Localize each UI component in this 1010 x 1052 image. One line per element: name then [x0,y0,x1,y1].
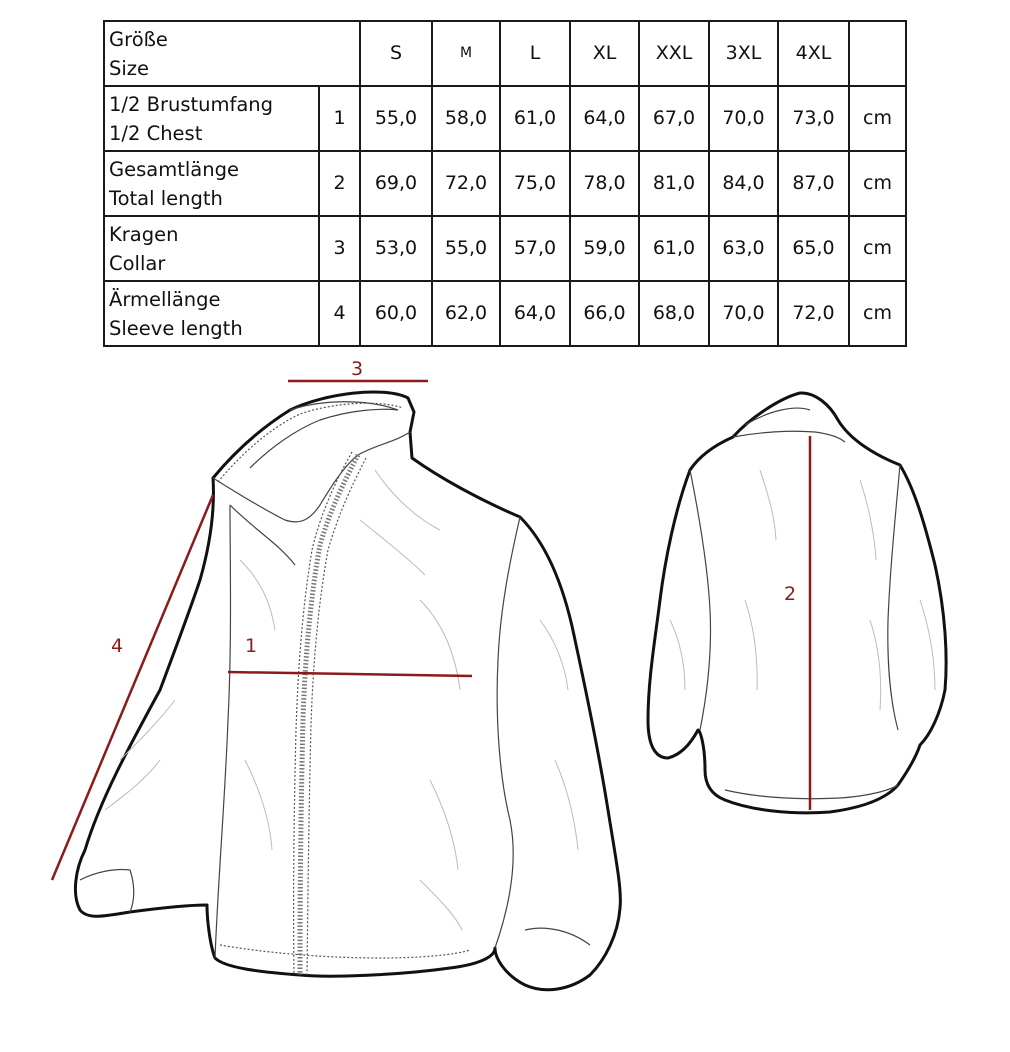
chest-measure-label: 1 [245,635,258,657]
collar-measure-label: 3 [351,358,364,380]
value-cell: 70,0 [709,86,778,151]
value-cell: 58,0 [432,86,500,151]
value-cell: 61,0 [500,86,570,151]
value-cell: 69,0 [360,151,432,216]
size-3xl-header: 3XL [709,21,778,86]
size-l-header: L [500,21,570,86]
value-cell: 66,0 [570,281,639,346]
sleeve-measure-label: 4 [111,635,124,657]
size-label-de: Größe [109,27,168,51]
row-label [104,86,319,151]
value-cell: 64,0 [570,86,639,151]
length-measure-label: 2 [784,583,797,605]
table-row-collar [104,216,906,281]
value-cell: 81,0 [639,151,709,216]
row-label [104,281,319,346]
value-cell: 60,0 [360,281,432,346]
size-header-label [104,21,360,86]
unit-cell: cm [849,86,906,151]
row-label-de: Gesamtlänge [109,157,239,181]
value-cell: 87,0 [778,151,849,216]
row-label-de: Ärmellänge [109,287,221,311]
row-label-en: Collar [109,251,166,275]
value-cell: 65,0 [778,216,849,281]
value-cell: 59,0 [570,216,639,281]
row-index: 3 [319,216,360,281]
size-xxl-header: XXL [639,21,709,86]
jacket-front-illustration [75,392,620,990]
value-cell: 73,0 [778,86,849,151]
value-cell: 57,0 [500,216,570,281]
value-cell: 72,0 [778,281,849,346]
value-cell: 84,0 [709,151,778,216]
size-label-en: Size [109,56,150,80]
value-cell: 68,0 [639,281,709,346]
table-row-sleeve-length [104,281,906,346]
value-cell: 67,0 [639,86,709,151]
unit-cell: cm [849,216,906,281]
value-cell: 61,0 [639,216,709,281]
row-label-en: 1/2 Chest [109,121,203,145]
size-m-header: M [432,21,500,86]
size-4xl-header: 4XL [778,21,849,86]
front-jacket-body [75,392,620,990]
value-cell: 78,0 [570,151,639,216]
row-label [104,216,319,281]
unit-header-empty [849,21,906,86]
value-cell: 62,0 [432,281,500,346]
value-cell: 63,0 [709,216,778,281]
row-index: 4 [319,281,360,346]
value-cell: 55,0 [360,86,432,151]
size-header-row [104,21,906,86]
row-index: 2 [319,151,360,216]
value-cell: 64,0 [500,281,570,346]
jacket-measurement-diagram [0,350,1010,1052]
row-label [104,151,319,216]
row-label-de: Kragen [109,222,179,246]
value-cell: 53,0 [360,216,432,281]
table-row-total-length [104,151,906,216]
value-cell: 55,0 [432,216,500,281]
value-cell: 75,0 [500,151,570,216]
size-chart-table [103,20,907,347]
jacket-back-illustration [648,393,946,813]
row-index: 1 [319,86,360,151]
row-label-en: Total length [109,186,223,210]
value-cell: 72,0 [432,151,500,216]
table-row-chest [104,86,906,151]
size-s-header: S [360,21,432,86]
value-cell: 70,0 [709,281,778,346]
back-jacket-body [648,393,946,813]
size-xl-header: XL [570,21,639,86]
unit-cell: cm [849,281,906,346]
row-label-de: 1/2 Brustumfang [109,92,274,116]
row-label-en: Sleeve length [109,316,243,340]
unit-cell: cm [849,151,906,216]
